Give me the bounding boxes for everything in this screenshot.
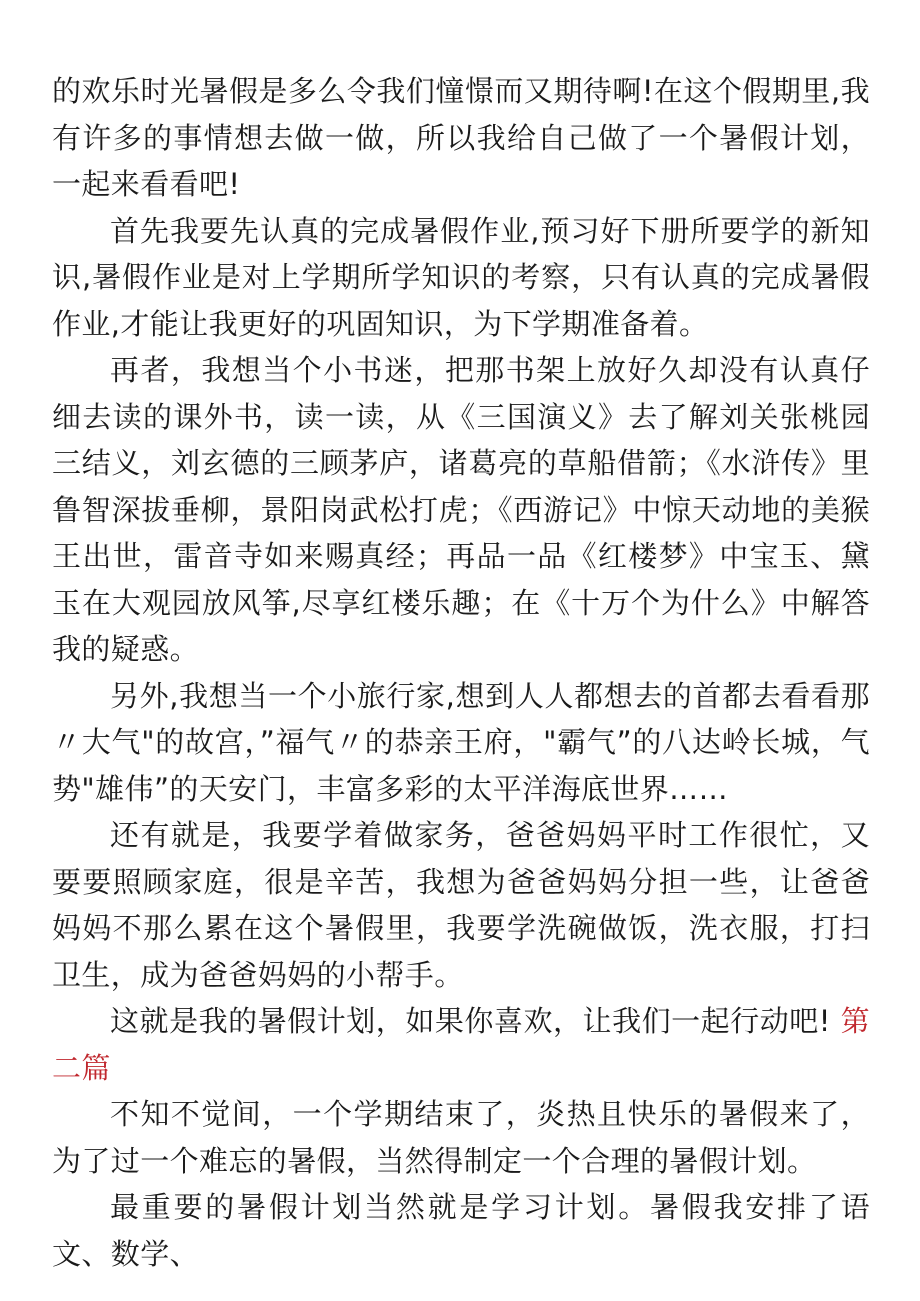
paragraph-study-plan: 最重要的暑假计划当然就是学习计划。暑假我安排了语文、数学、 (52, 1190, 870, 1271)
paragraph-second-intro: 不知不觉间，一个学期结束了，炎热且快乐的暑假来了，为了过一个难忘的暑假，当然得制定一个合理的暑假计划。 (52, 1097, 870, 1178)
paragraph-homework: 首先我要先认真的完成暑假作业,预习好下册所要学的新知识,暑假作业是对上学期所学知识的考察，只有认真的完成暑假作业,才能让我更好的巩固知识，为下学期准备着。 (52, 213, 870, 341)
paragraph-travel: 另外,我想当一个小旅行家,想到人人都想去的首都去看看那〃大气"的故宫，”福气〃的恭亲王府，"霸气”的八达岭长城，气势"雄伟”的天安门，丰富多彩的太平洋海底世界…… (52, 678, 870, 806)
document-body (52, 68, 870, 1277)
paragraph-intro-continued: 的欢乐时光暑假是多么令我们憧憬而又期待啊!在这个假期里,我有许多的事情想去做一做，所以我给自己做了一个暑假计划，一起来看看吧! (52, 74, 870, 201)
paragraph-reading: 再者，我想当个小书迷，把那书架上放好久却没有认真仔细去读的课外书，读一读，从《三国演义》去了解刘关张桃园三结义，刘玄德的三顾茅庐，诸葛亮的草船借箭；《水浒传》里鲁智深拔垂柳，景阳岗武松打虎；《西游记》中惊天动地的美猴王出世，雷音寺如来赐真经；再品一品《红楼梦》中宝玉、黛玉在大观园放风筝,尽享红楼乐趣；在《十万个为什么》中解答我的疑惑。 (52, 353, 870, 666)
paragraph-housework: 还有就是，我要学着做家务，爸爸妈妈平时工作很忙，又要要照顾家庭，很是辛苦，我想为爸爸妈妈分担一些，让爸爸妈妈不那么累在这个暑假里，我要学洗碗做饭，洗衣服，打扫卫生，成为爸爸妈妈的小帮手。 (52, 818, 870, 992)
section-marker-second: 第二篇 (52, 1004, 870, 1085)
paragraph-closing (52, 998, 870, 1091)
closing-text: 这就是我的暑假计划，如果你喜欢，让我们一起行动吧! (110, 1004, 841, 1038)
